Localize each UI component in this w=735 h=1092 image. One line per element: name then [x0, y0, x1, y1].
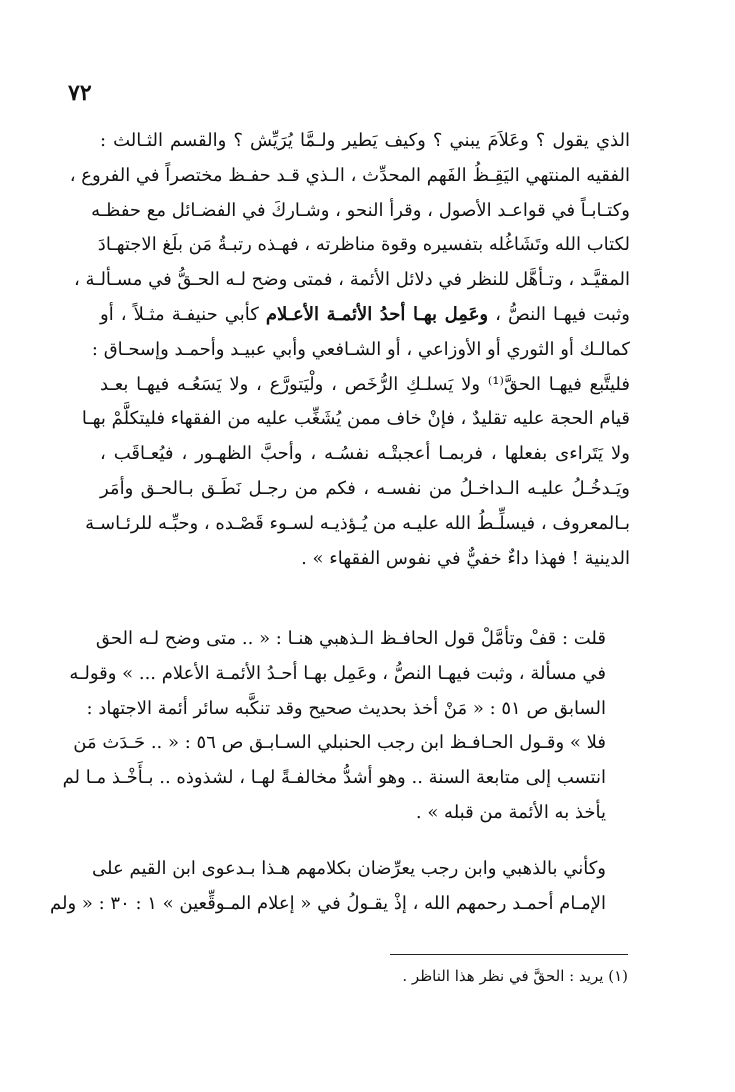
footnote-divider — [390, 954, 628, 955]
text-line: في مسألة ، وثبت فيهـا النصُّ ، وعَمِل بهـا أحـدُ الأئمـة الأعلام ... » وقولـه — [69, 662, 606, 684]
footnote: (١) يريد : الحقَّ في نظر هذا الناظر . — [402, 967, 628, 985]
text-segment: وثبت فيهـا النصُّ ، — [488, 303, 630, 325]
page-number: ٧٢ — [68, 80, 92, 106]
text-line — [100, 298, 630, 333]
text-line: وكأني بالذهبي وابن رجب يعرِّضان بكلامهم هـذا بـدعوى ابن القيم على — [92, 858, 606, 879]
text-line: فلا » وقـول الحـافـظ ابن رجب الحنبلي السـابـق ص ٥٦ : « .. حَـدَث مَن — [73, 732, 606, 754]
paragraph-1 — [69, 124, 630, 576]
text-line: الإمـام أحمـد رحمهم الله ، إذْ يقـولُ في « إعلام المـوقِّعين » ١ : ٣٠ : « ولم — [50, 892, 606, 914]
text-line: وكتـابـاً في قواعـد الأصول ، وقرأ النحو ، وشـاركَ في الفضـائل مع حفظـه — [91, 199, 630, 221]
text-line: كمالـك أو الثوري أو الأوزاعي ، أو الشـافعي وأبي عبيـد وأحمـد وإسحـاق : — [91, 338, 630, 360]
text-line: قيام الحجة عليه تقليدٌ ، فإنْ خاف ممن يُشَغِّب عليه من الفقهاء فليتكلَّمْ بهـا — [81, 408, 630, 430]
text-line: انتسب إلى متابعة السنة .. وهو أشدُّ مخالفـةً لهـا ، لشذوذه .. بـأَخْـذ مـا لم — [62, 767, 606, 789]
text-line: يأخذ به الأئمة من قبله » . — [415, 801, 606, 823]
text-segment: كأبي حنيفـة مثـلاً ، أو — [100, 303, 266, 325]
text-line: قلت : قفْ وتأمَّلْ قول الحافـظ الـذهبي هنـا : « .. متى وضح لـه الحق — [95, 628, 606, 649]
text-line: بـالمعروف ، فيسلِّـطُ الله عليـه من يُـؤذيـه لسـوء قَصْـده ، وحبِّـه للرئـاسـة — [85, 512, 630, 534]
text-line: الفقيه المنتهي اليَقِـظُ الفَهم المحدِّث ، الـذي قـد حفـظ مختصراً في الفروع ، — [69, 164, 630, 186]
text-line: ولا يَتَراءى بفعلها ، فربمـا أعجبتْـه نفسُـه ، وأحبَّ الظهـور ، فيُعـاقَب ، — [100, 443, 630, 465]
text-line: فليتَّبع فيهـا الحقَّ⁽¹⁾ ولا يَسلـكِ الرُّخَص ، ولْيَتورَّع ، ولا يَسَعُـه فيهـا بعـد — [100, 373, 630, 395]
text-line: الذي يقول ؟ وعَلاَمَ يبني ؟ وكيف يَطير ولـمَّا يُرَيِّش ؟ والقسم الثـالث : — [100, 130, 630, 151]
text-line: السابق ص ٥١ : « مَنْ أخذ بحديث صحيح وقد تنكَّبه سائر أئمة الاجتهاد : — [86, 697, 606, 719]
bold-phrase: وعَمِل بهـا أحدُ الأئمـة الأعـلام — [265, 303, 489, 325]
text-line: ويَـدخُـلُ عليـه الـداخـلُ من نفسـه ، فكم من رجـل نَطَـق بـالحـق وأمَر — [100, 477, 630, 499]
paragraph-3 — [50, 852, 630, 922]
text-line: الدينية ! فهذا داءٌ خفيٌّ في نفوس الفقهاء » . — [301, 547, 630, 569]
text-line: لكتاب الله وتَشَاغُله بتفسيره وقوة مناظرته ، فهـذه رتبـةُ مَن بلَغ الاجتهـادَ — [97, 234, 630, 256]
text-line: المقيَّـد ، وتـأهَّل للنظر في دلائل الأئمة ، فمتى وضح لـه الحـقُّ في مسـألـة ، — [73, 269, 630, 291]
paragraph-2 — [62, 622, 630, 831]
